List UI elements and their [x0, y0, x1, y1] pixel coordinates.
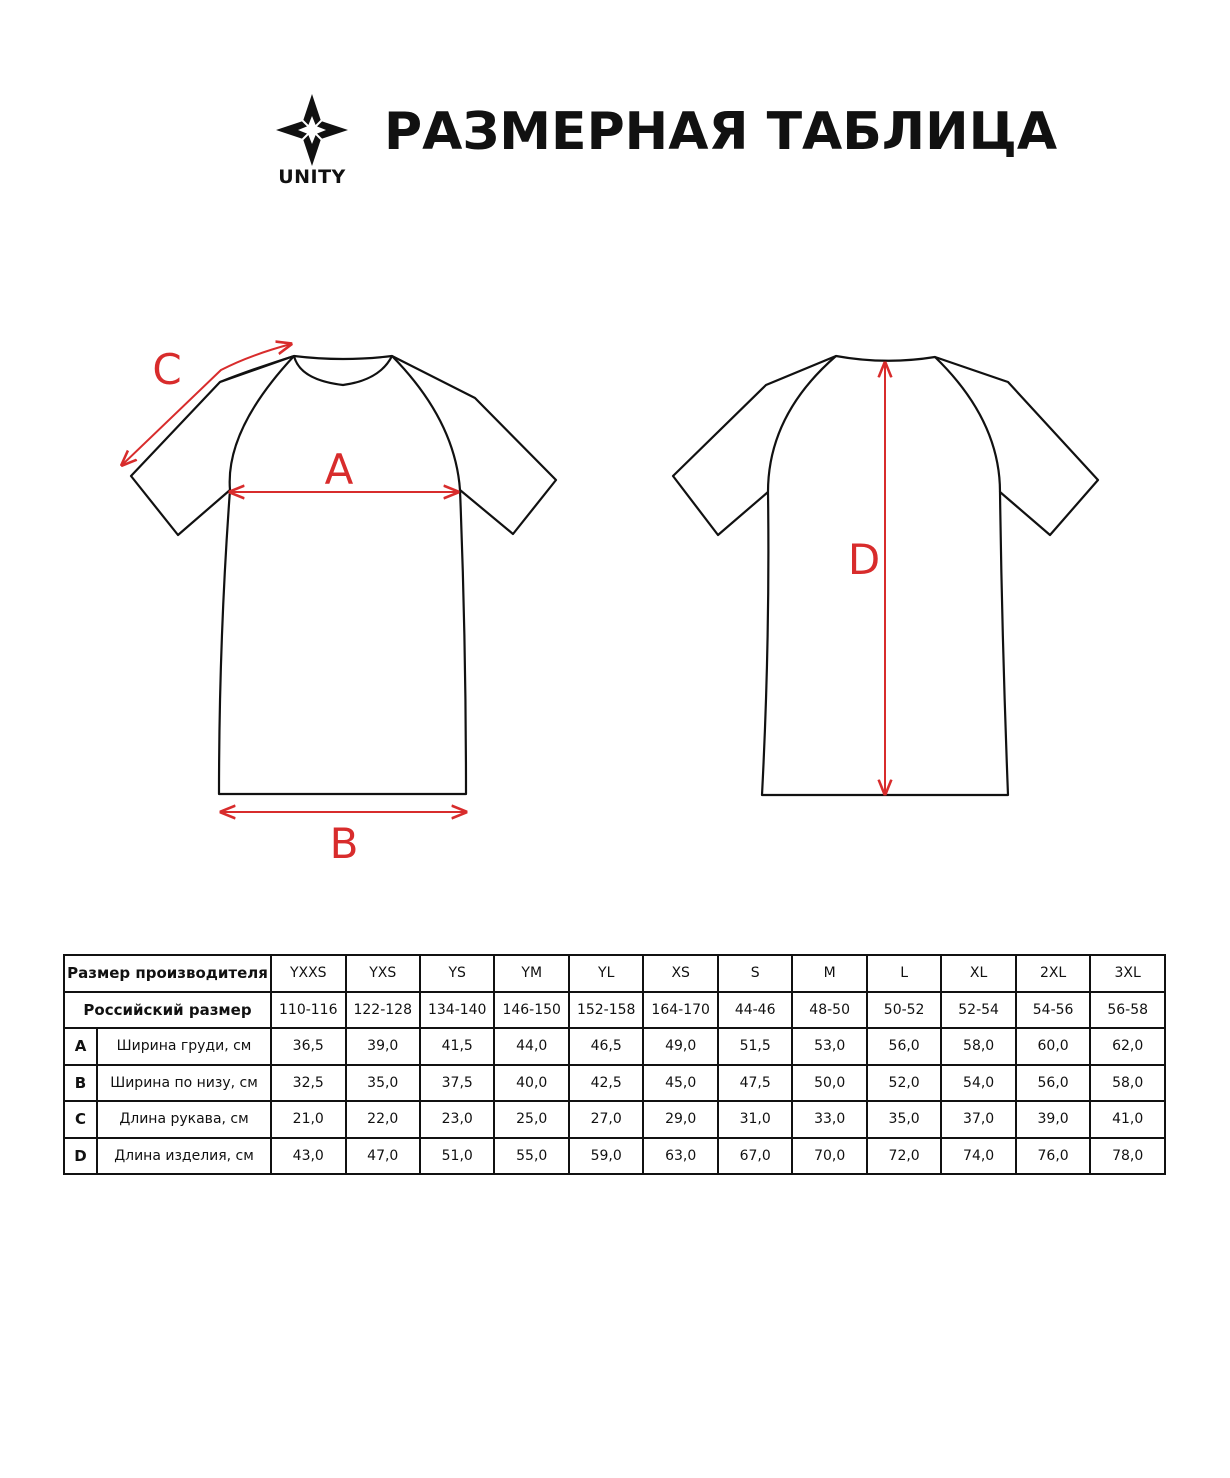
measure-value-cell: 47,5 — [718, 1065, 792, 1102]
measure-value-cell: 52,0 — [867, 1065, 941, 1102]
measure-value-cell: 46,5 — [569, 1028, 643, 1065]
size-table-body — [64, 955, 1165, 1174]
measure-value-cell: 58,0 — [941, 1028, 1015, 1065]
page-title: РАЗМЕРНАЯ ТАБЛИЦА — [384, 102, 1058, 162]
measure-value-cell: 70,0 — [792, 1138, 866, 1175]
size-table — [63, 954, 1166, 1175]
measure-value-cell: 53,0 — [792, 1028, 866, 1065]
russian-size-cell: 54-56 — [1016, 992, 1090, 1029]
measure-value-cell: 49,0 — [643, 1028, 717, 1065]
measure-value-cell: 58,0 — [1090, 1065, 1165, 1102]
measure-label: Ширина груди, см — [97, 1028, 271, 1065]
measure-value-cell: 32,5 — [271, 1065, 345, 1102]
russian-size-cell: 152-158 — [569, 992, 643, 1029]
measure-value-cell: 39,0 — [1016, 1101, 1090, 1138]
measure-value-cell: 35,0 — [346, 1065, 420, 1102]
russian-size-cell: 122-128 — [346, 992, 420, 1029]
measure-value-cell: 39,0 — [346, 1028, 420, 1065]
measure-value-cell: 50,0 — [792, 1065, 866, 1102]
size-header-cell: S — [718, 955, 792, 992]
brand-name: UNITY — [278, 166, 346, 188]
size-header-cell: YS — [420, 955, 494, 992]
russian-size-cell: 48-50 — [792, 992, 866, 1029]
measure-value-cell: 78,0 — [1090, 1138, 1165, 1175]
measure-value-cell: 55,0 — [494, 1138, 568, 1175]
measure-value-cell: 74,0 — [941, 1138, 1015, 1175]
table-row-russian-size — [64, 992, 1165, 1029]
measure-value-cell: 37,0 — [941, 1101, 1015, 1138]
measure-value-cell: 36,5 — [271, 1028, 345, 1065]
measure-value-cell: 62,0 — [1090, 1028, 1165, 1065]
measure-value-cell: 43,0 — [271, 1138, 345, 1175]
measure-value-cell: 27,0 — [569, 1101, 643, 1138]
measure-value-cell: 21,0 — [271, 1101, 345, 1138]
measure-letter: D — [64, 1138, 97, 1175]
measure-value-cell: 22,0 — [346, 1101, 420, 1138]
measure-value-cell: 56,0 — [867, 1028, 941, 1065]
measure-letter: A — [64, 1028, 97, 1065]
measure-d — [848, 363, 885, 794]
size-header-cell: XS — [643, 955, 717, 992]
shirt-front — [131, 356, 556, 794]
size-header-cell: 3XL — [1090, 955, 1165, 992]
measure-value-cell: 56,0 — [1016, 1065, 1090, 1102]
russian-size-cell: 110-116 — [271, 992, 345, 1029]
measure-value-cell: 40,0 — [494, 1065, 568, 1102]
measure-value-cell: 41,0 — [1090, 1101, 1165, 1138]
measure-letter: B — [64, 1065, 97, 1102]
size-header-cell: XL — [941, 955, 1015, 992]
measure-letter: C — [64, 1101, 97, 1138]
size-header-cell: YL — [569, 955, 643, 992]
measure-value-cell: 47,0 — [346, 1138, 420, 1175]
size-header-cell: YXXS — [271, 955, 345, 992]
size-header-cell: YXS — [346, 955, 420, 992]
measure-value-cell: 44,0 — [494, 1028, 568, 1065]
russian-size-label: Российский размер — [64, 992, 271, 1029]
measure-value-cell: 35,0 — [867, 1101, 941, 1138]
measure-value-cell: 51,0 — [420, 1138, 494, 1175]
size-header-cell: 2XL — [1016, 955, 1090, 992]
measure-value-cell: 45,0 — [643, 1065, 717, 1102]
russian-size-cell: 50-52 — [867, 992, 941, 1029]
label-b: B — [329, 819, 359, 868]
measure-b — [221, 812, 466, 868]
table-row — [64, 1028, 1165, 1065]
russian-size-cell: 52-54 — [941, 992, 1015, 1029]
measure-value-cell: 33,0 — [792, 1101, 866, 1138]
measure-value-cell: 51,5 — [718, 1028, 792, 1065]
measure-value-cell: 72,0 — [867, 1138, 941, 1175]
measure-c — [122, 344, 291, 465]
measure-value-cell: 29,0 — [643, 1101, 717, 1138]
measure-a — [230, 445, 458, 494]
label-c: C — [152, 345, 182, 394]
size-header-cell: M — [792, 955, 866, 992]
russian-size-cell: 146-150 — [494, 992, 568, 1029]
measure-value-cell: 54,0 — [941, 1065, 1015, 1102]
measure-value-cell: 63,0 — [643, 1138, 717, 1175]
label-a: A — [324, 445, 354, 494]
size-header-cell: YM — [494, 955, 568, 992]
measure-label: Ширина по низу, см — [97, 1065, 271, 1102]
russian-size-cell: 56-58 — [1090, 992, 1165, 1029]
russian-size-cell: 44-46 — [718, 992, 792, 1029]
header-label: Размер производителя — [64, 955, 271, 992]
label-d: D — [847, 535, 881, 584]
russian-size-cell: 134-140 — [420, 992, 494, 1029]
size-header-cell: L — [867, 955, 941, 992]
measure-value-cell: 41,5 — [420, 1028, 494, 1065]
measure-value-cell: 60,0 — [1016, 1028, 1090, 1065]
table-row — [64, 1138, 1165, 1175]
table-row-manufacturer-size — [64, 955, 1165, 992]
table-row — [64, 1101, 1165, 1138]
measure-label: Длина рукава, см — [97, 1101, 271, 1138]
measure-value-cell: 25,0 — [494, 1101, 568, 1138]
measure-value-cell: 37,5 — [420, 1065, 494, 1102]
measure-value-cell: 31,0 — [718, 1101, 792, 1138]
measure-value-cell: 42,5 — [569, 1065, 643, 1102]
russian-size-cell: 164-170 — [643, 992, 717, 1029]
measure-label: Длина изделия, см — [97, 1138, 271, 1175]
measure-value-cell: 76,0 — [1016, 1138, 1090, 1175]
measure-value-cell: 59,0 — [569, 1138, 643, 1175]
table-row — [64, 1065, 1165, 1102]
measure-value-cell: 67,0 — [718, 1138, 792, 1175]
measure-value-cell: 23,0 — [420, 1101, 494, 1138]
